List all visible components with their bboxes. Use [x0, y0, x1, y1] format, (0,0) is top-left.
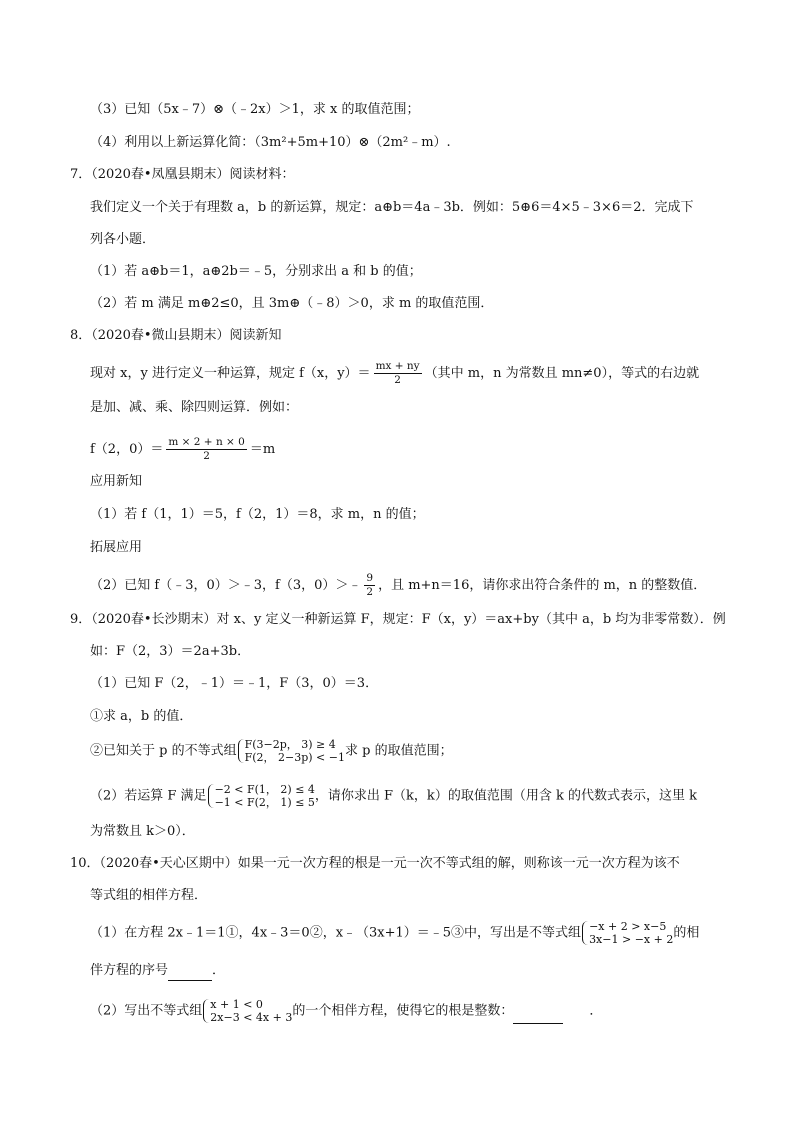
q7-definition-cont: 列各小题． [90, 232, 156, 247]
q8-example-fraction [166, 436, 247, 463]
q9-sub2-text: ②已知关于 p 的不等式组 [90, 743, 237, 759]
q8-section-apply: 应用新知 [90, 474, 143, 489]
q9-part1-sub2 [90, 738, 453, 764]
q8-example-numerator: m × 2 + n × 0 [168, 436, 245, 448]
system-row: x + 1 < 0 [210, 998, 263, 1011]
q6-part4: （4）利用以上新运算化简：（3m²+5m+10）⊗（2m²﹣m）. [90, 135, 451, 150]
q10-part2-text: （2）写出不等式组 [90, 1003, 203, 1019]
system-row: −x + 2 > x−5 [589, 920, 667, 933]
q10-part1 [90, 920, 699, 946]
q10-part1-cont-text: 伴方程的序号 [90, 963, 169, 978]
q8-example-lhs: f（2，0）＝ [90, 442, 164, 457]
q9-heading: 9．（2020春•长沙期末）对 x、y 定义一种新运算 F，规定：F（x，y）＝ax+by（其中 a，b 均为非零常数）．例 [70, 612, 726, 627]
system-row: 3x−1 > −x + 2 [589, 933, 674, 946]
q9-part1-sub1: ①求 a，b 的值． [90, 709, 193, 724]
q7-definition: 我们定义一个关于有理数 a，b 的新运算，规定：a⊕b＝4a﹣3b．例如：5⊕6＝4×5﹣3×6＝2．完成下 [90, 200, 694, 215]
q8-def-fraction [374, 360, 422, 387]
answer-blank[interactable] [513, 1009, 563, 1024]
q9-part2 [90, 783, 697, 809]
answer-blank[interactable] [168, 966, 212, 981]
q8-part2-fraction [364, 572, 375, 599]
q8-def-denominator: 2 [394, 374, 401, 386]
q8-part2-text-cont: ，且 m+n＝16，请你求出符合条件的 m，n 的整数值． [378, 578, 707, 593]
q8-part1: （1）若 f（1，1）＝5，f（2，1）＝8，求 m，n 的值； [90, 507, 425, 522]
system-row: −1 < F(2， 1) ≤ 5 [214, 796, 315, 809]
q10-part1-period: ． [212, 963, 226, 978]
q7-part1: （1）若 a⊕b＝1，a⊕2b＝﹣5，分别求出 a 和 b 的值； [90, 264, 422, 279]
q8-example-denominator: 2 [203, 450, 210, 462]
q9-part2-cont: 为常数且 k＞0）． [90, 824, 195, 839]
q10-part2-period: ． [589, 1003, 603, 1019]
q10-heading-cont: 等式组的相伴方程． [90, 888, 208, 903]
q7-part2: （2）若 m 满足 m⊕2≤0，且 3m⊕（﹣8）＞0，求 m 的取值范围． [90, 296, 494, 311]
q8-example [90, 436, 275, 463]
q8-def-numerator: mx + ny [375, 360, 420, 372]
q10-part1-text-cont: 的相 [673, 925, 700, 941]
q8-example-rhs: ＝m [249, 442, 276, 457]
q8-part2-text: （2）已知 f（﹣3，0）＞﹣3，f（3，0）＞﹣ [90, 578, 362, 593]
q9-part1: （1）已知 F（2，﹣1）＝﹣1，F（3，0）＝3． [90, 676, 379, 691]
system-row: −2 < F(1， 2) ≤ 4 [214, 783, 315, 796]
q10-heading: 10．（2020春•天心区期中）如果一元一次方程的根是一元一次不等式组的解，则称该一元一次方程为该不 [70, 856, 680, 871]
system-row: F(2， 2−3p) < −1 [244, 751, 345, 764]
q10-part1-text: （1）在方程 2x﹣1＝1①，4x﹣3＝0②，x﹣（3x+1）＝﹣5③中，写出是不等式组 [90, 925, 582, 941]
q8-definition-cont: 是加、减、乘、除四则运算．例如： [90, 400, 299, 415]
q8-definition [90, 360, 699, 387]
q10-part2 [90, 998, 602, 1024]
system-row: F(3−2p， 3) ≥ 4 [244, 738, 336, 751]
q9-example: 如：F（2，3）＝2a+3b． [90, 644, 251, 659]
q9-sub2-text-cont: 求 p 的取值范围； [345, 743, 453, 759]
q8-def-text-cont: （其中 m，n 为常数且 mn≠0），等式的右边就 [424, 366, 700, 381]
q10-part1-cont [90, 961, 225, 981]
q8-part2-numerator: 9 [366, 572, 374, 584]
q8-part2-denominator: 2 [366, 586, 374, 598]
q9-inequality-system-2 [207, 783, 315, 809]
q10-inequality-system-1 [581, 920, 673, 946]
q10-inequality-system-2 [202, 998, 292, 1024]
q8-part2 [90, 572, 706, 599]
q9-part2-text-cont: ，请你求出 F（k，k）的取值范围（用含 k 的代数式表示，这里 k [314, 788, 697, 804]
q7-heading: 7．（2020春•凤凰县期末）阅读材料： [70, 167, 295, 182]
q10-part2-text-cont: 的一个相伴方程，使得它的根是整数： [292, 1003, 514, 1019]
q6-part3: （3）已知（5x﹣7）⊗（﹣2x）＞1，求 x 的取值范围； [90, 102, 420, 117]
q8-def-text: 现对 x，y 进行定义一种运算，规定 f（x，y）＝ [90, 366, 371, 381]
q9-part2-text: （2）若运算 F 满足 [90, 788, 207, 804]
system-row: 2x−3 < 4x + 3 [210, 1011, 293, 1024]
q8-section-extend: 拓展应用 [90, 540, 143, 555]
q9-inequality-system-1 [237, 738, 345, 764]
q8-heading: 8．（2020春•微山县期末）阅读新知 [70, 328, 282, 343]
